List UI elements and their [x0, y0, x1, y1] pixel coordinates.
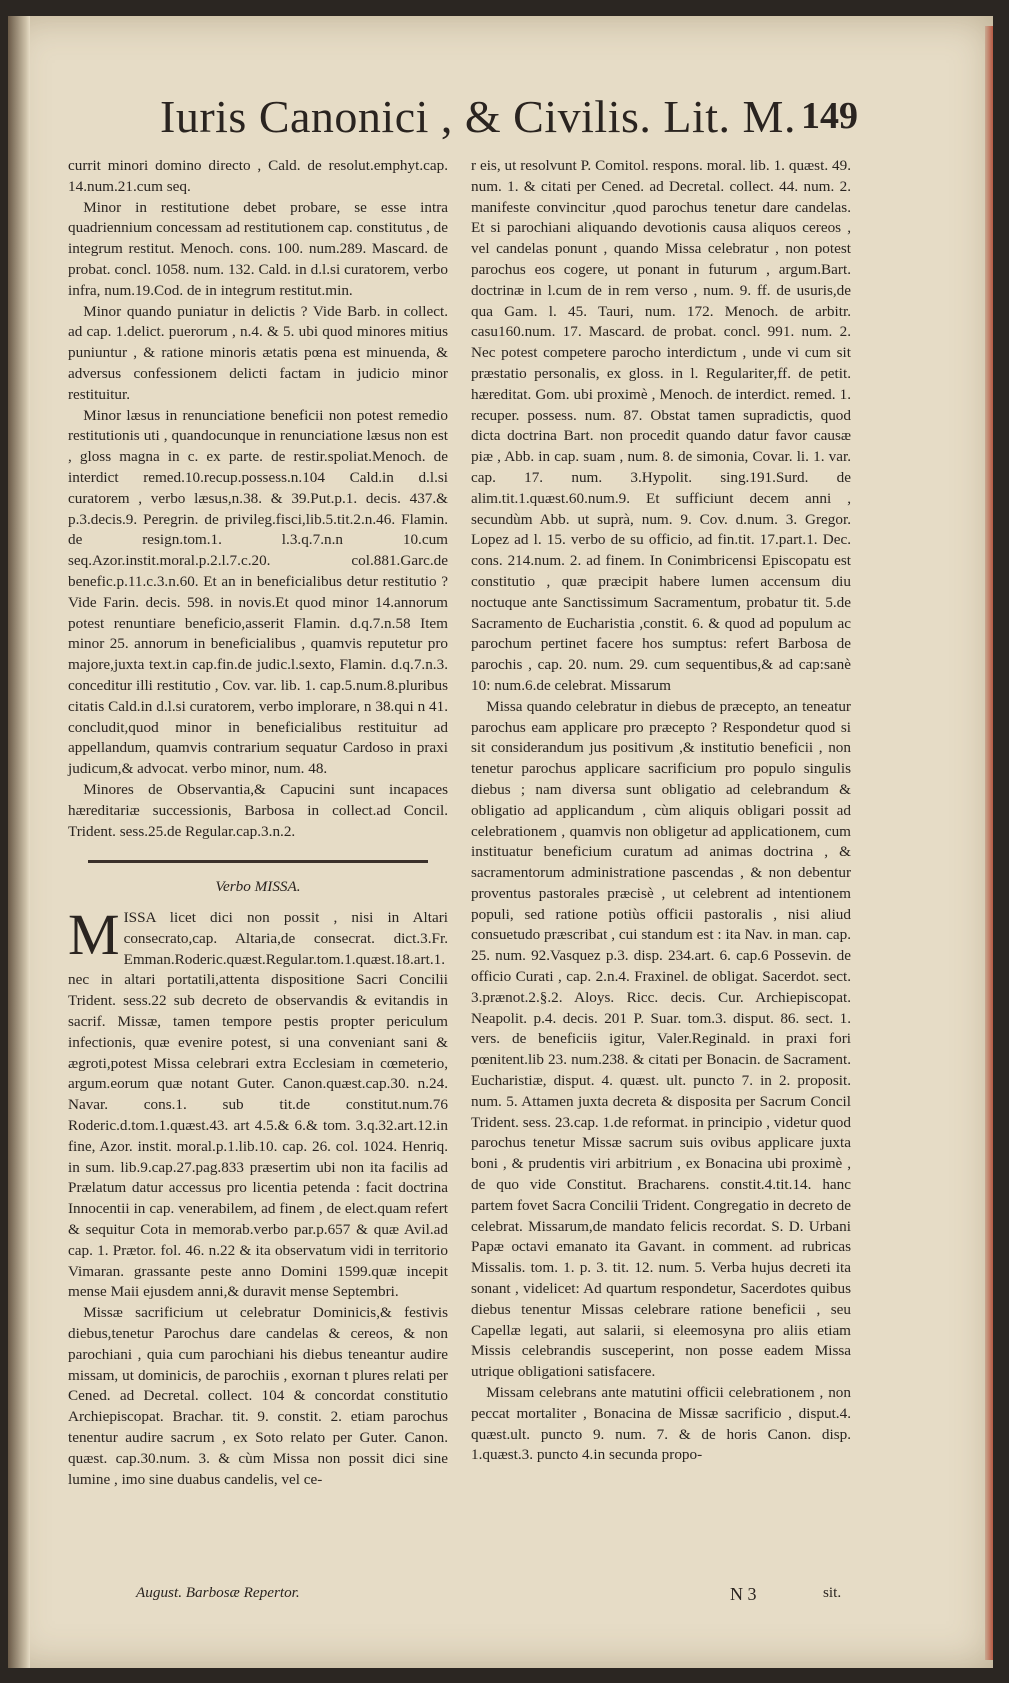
- paragraph: Missa quando celebratur in diebus de præcepto, an teneatur parochus eam applicare pro præcepto ? Respondetur quod si sit considerandum jus positivum ,& institutio beneficii , non tenetur parochus applicare sacrificium pro populo singulis diebus ; nam diversa sunt obligatio ad celebrandum & obligatio ad applicandum , cùm aliquis obligari possit ad celebrationem , quamvis non obligetur ad applicationem, cum instituatur beneficium curatum ad animas doctrina , & sacramentorum administratione pascendas , & non debentur proventus pastorales præcisè , ut celebrent ad intentionem populi, sed ratione potiùs officii pastoralis , nisi aliud consuetudo præscribat , cui standum est : ita Nav. in man. cap. 25. num. 92.Vasquez p.3. disp. 234.art. 6. cap.6 Possevin. de officio Curati , cap. 2.n.4. Fraxinel. de obligat. Sacerdot. sect. 3.prænot.2.§.2. Aloys. Ricc. decis. Cur. Archiepiscopat. Neapolit. p.4. decis. 201 P. Suar. tom.3. disput. 86. sect. 1. vers. de beneficiis igitur, Valer.Reginald. in praxi fori pœnitent.lib 23. num.238. & citati per Bonacin. de Sacrament. Eucharistiæ, disput. 4. quæst. ult. puncto 7. in 2. proposit. num. 5. Attamen juxta decreta & disposita per Sacrum Concil Trident. sess. 23.cap. 1.de reformat. in principio , videtur quod parochus tenetur Missæ sacrum suis ovibus applicare juxta boni , & prudentis viri arbitrium , ex Bonacina ubi proximè , de quo vide Constitut. Bracharens. constit.4.tit.14. hanc partem fovet Sacra Concilii Trident. Congregatio in decreto de celebrat. Missarum,de mandato felicis recordat. S. D. Urbani Papæ octavi emanato ita Gavant. in comment. ad rubricas Missalis. tom. 1. p. 3. tit. 12. num. 5. Verba hujus decreti ita sonant , videlicet: Ad quartum respondetur, Sacerdotes quibus diebus tenentur Missas celebrare ratione beneficii , seu Capellæ legati, aut salarii, si eleemosyna pro aliis etiam Missis celebrandis susceperint, non posse eadem Missa utrique obligationi satisfacere.: [471, 697, 852, 1381]
- page-number: 149: [801, 95, 858, 137]
- paragraph: Minor læsus in renunciatione beneficii non potest remedio restitutionis uti , quandocunque in renunciatione læsus non est , gloss magna in c. ex parte. de restir.spoliat.Menoch. de interdict remed.10.recup.possess.n.104 Cald.in d.l.si curatorem , verbo læsus,n.38. & 39.Put.p.1. decis. 437.& p.3.decis.9. Peregrin. de privileg.fisci,lib.5.tit.2.n.46. Flamin. de resign.tom.1. l.3.q.7.n.n 10.cum seq.Azor.instit.moral.p.2.l.7.c.20. col.881.Garc.de benefic.p.11.c.3.n.60. Et an in beneficialibus detur restitutio ? Vide Farin. decis. 598. in novis.Et quod minor 14.annorum potest renuntiare beneficio,asserit Flamin. d.q.7.n.58 Item minor 25. annorum in beneficialibus , quamvis reputetur pro majore,juxta text.in cap.fin.de judic.l.sexto, Flamin. d.q.7.n.3. conceditur illi restitutio , Cov. var. lib. 1. cap.5.num.8.pluribus citatis Cald.in d.l.si curatorem, verbo implorare, n 38.qui n 41. concludit,quod minor in beneficialibus restituitur ad appellandum, quamvis contrarium sequatur Cardoso in praxi judicum,& advocat. verbo minor, num. 48.: [68, 406, 448, 778]
- paragraph: Missam celebrans ante matutini officii celebrationem , non peccat mortaliter , Bonacina de Missæ sacrificio , disput.4. quæst.ult. puncto 9. num. 7. & de horis Canon. disp. 1.quæst.3. puncto 4.in secunda propo-: [471, 1384, 851, 1464]
- paragraph: Missæ sacrificium ut celebratur Dominicis,& festivis diebus,tenetur Parochus dare candelas & cereos, & non parochiani , quia cum parochiani his diebus teneantur audire missam, ut dominicis, de parochiis , exornan t plures relati per Cened. ad Decretal. collect. 104 & concordat constitutio Archiepiscopat. Brachar. tit. 9. constit. 2. etiam parochus tenentur audire sacrum , ex Soto relato per Guter. Canon. quæst. cap.30.num. 3. & cùm Missa non possit dici sine lumine , imo sine duabus candelis, vel ce-: [68, 1304, 448, 1488]
- paragraph-text: ISSA licet dici non possit , nisi in Altari consecrato,cap. Altaria,de consecrat. dict.3.Fr. Emman.Roderic.quæst.Regular.tom.1.quæst.18.art.1. nec in altari portatili,attenta dispositione Sacri Concilii Trident. sess.22 sub decreto de observandis & evitandis in sacrif. Missæ, tamen tempore pestis propter periculum infectionis, quæ evenire potest, si una conveniant sani & ægroti,potest Missa celebrari extra Ecclesiam in cœmeterio, argum.eorum quæ notant Guter. Canon.quæst.cap.30. n.24. Navar. cons.1. sub tit.de constitut.num.76 Roderic.d.tom.1.quæst.43. art 4.5.& 6.& tom. 3.q.32.art.12.in fine, Azor. instit. moral.p.1.lib.10. cap. 26. col. 1024. Henriq. in sum. lib.9.cap.27.pag.833 præsertim ubi non ita facilis ad Prælatum datur accessus pro licentia petenda : facit doctrina Innocentii in cap. venerabilem, ad finem , de elect.quam refert & sequitur Cota in memorab.verbo par.p.657 & quæ Avil.ad cap. 1. Prætor. fol. 46. n.22 & ita observatum vidi in territorio Vimaran. grassante peste anno Domini 1599.quæ incepit mense Maii ejusdem anni,& duravit mense Septembri.: [68, 909, 448, 1301]
- paragraph: r eis, ut resolvunt P. Comitol. respons. moral. lib. 1. quæst. 49. num. 1. & citati per Cened. ad Decretal. collect. 44. num. 2. manifeste convincitur ,quod parochus tenetur dare candelas. Et si parochiani aliquando devotionis causa aliquos cereos , vel candelas ponunt , quando Missa celebratur , non potest parochus eos cogere, ut ponant in futurum , argum.Bart. doctrinæ in l.cum de in rem verso , num. 9. ff. de usuris,de qua Gam. l. 45. Tauri, num. 172. Menoch. de arbitr. casu160.num. 17. Mascard. de probat. concl. 991. num. 2. Nec potest competere parocho interdictum , unde vi cum sit præstatio personalis, ex gloss. in l. Regulariter,ff. de petit. hæreditat. Gom. ubi proximè , Menoch. de interdict. remed. 1. recuper. possess. num. 87. Obstat tamen supradictis, quod dicta doctrina Bart. non procedit quando datur favor causæ piæ , Abb. in cap. suam , num. 8. de simonia, Covar. li. 1. var. cap. 17. num. 3.Hypolit. sing.191.Surd. de alim.tit.1.quæst.60.num.9. Et sufficiunt decem anni , secundùm Abb. ut suprà, num. 9. Cov. d.num. 3. Gregor. Lopez ad l. 15. verbo de su officio, ad fin.tit. 17.part.1. Dec. cons. 214.num. 2. ad finem. In Conimbricensi Episcopatu est constitutio , quæ præcipit habere lumen accensum diu noctuque ante Sanctissimum Sacramentum, probatur tit. 5.de Sacramento de Eucharistia ,constit. 6. & quod ad populum ac parochum pertinet facere hos sumptus: refert Barbosa de parochis , cap. 20. num. 29. cum sequentibus,& ad cap:sanè 10: num.6.de celebrat. Missarum: [471, 157, 851, 694]
- page-gutter: [8, 16, 30, 1668]
- paragraph: Minores de Observantia,& Capucini sunt incapaces hæreditariæ successionis, Barbosa in collect.ad Concil. Trident. sess.25.de Regular.cap.3.n.2.: [68, 780, 448, 840]
- header-title: Iuris Canonici , & Civilis. Lit. M.: [160, 91, 796, 142]
- section-heading: Verbo MISSA.: [215, 878, 301, 896]
- running-header: [68, 88, 858, 148]
- signature-mark: N 3: [730, 1584, 757, 1604]
- paragraph: Minor in restitutione debet probare, se esse intra quadriennium concessam ad restitutionem cap. constitutus , de integrum restitut. Menoch. cons. 100. num.289. Mascard. de probat. concl. 1058. num. 132. Cald. in d.l.si curatorem, verbo infra, num.19.Cod. de in integrum restitut.min.: [68, 198, 449, 299]
- left-column: [68, 156, 448, 1490]
- drop-cap: M: [68, 902, 120, 968]
- right-column: [471, 156, 851, 1466]
- page-edge: [985, 26, 993, 1660]
- catchword-right: sit.: [823, 1584, 842, 1601]
- section-rule: [88, 860, 428, 863]
- book-page: [8, 16, 993, 1668]
- paragraph: currit minori domino directo , Cald. de resolut.emphyt.cap. 14.num.21.cum seq.: [68, 157, 448, 195]
- paragraph: [68, 902, 448, 1303]
- paragraph: Minor quando puniatur in delictis ? Vide Barb. in collect. ad cap. 1.delict. puerorum , n.4. & 5. ubi quod minores mitius puniuntur , & ratione minoris ætatis pœna est minuenda, & adversus confessionem delicti factam in judicio minor restituitur.: [68, 302, 448, 403]
- catchword-left: August. Barbosæ Repertor.: [136, 1584, 300, 1601]
